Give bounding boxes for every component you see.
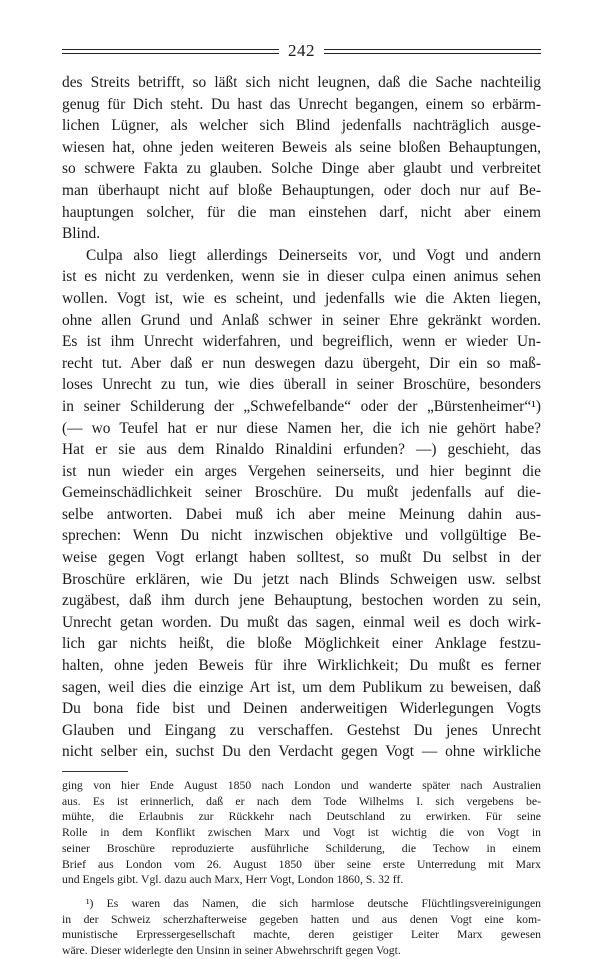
text-line: Es ist ihm Unrecht widerfahren, und begreiflich, wenn er wieder Un- — [62, 333, 541, 351]
document-page — [62, 38, 541, 959]
text-line: Blind. — [62, 225, 101, 243]
text-line: hauptungen solcher, für die man einstehen darf, nicht aber einem — [62, 203, 541, 221]
text-line: Hat er sie aus dem Rinaldo Rinaldini erfunden? —) geschieht, das — [62, 441, 541, 459]
text-line: Unrecht getan worden. Du mußt das sagen, einmal weil es doch wirk- — [62, 613, 541, 631]
footnote-line: wäre. Dieser widerlegte den Unsinn in seiner Abwehrschrift gegen Vogt. — [62, 944, 401, 958]
text-line: sprechen: Wenn Du nicht inzwischen objektive und vollgültige Be- — [62, 527, 541, 545]
text-line: Broschüre erklären, wie Du jetzt nach Blinds Schweigen usw. selbst — [62, 570, 541, 588]
page-number: 242 — [288, 41, 315, 60]
footnote-line: ¹) Es waren das Namen, die sich harmlose deutsche Flüchtlingsvereinigungen — [86, 896, 541, 910]
text-line: Du bona fide bist und Deinen anderweitigen Widerlegungen Vogts — [62, 700, 541, 718]
text-line: lich gar nichts heißt, die bloße Möglichkeit einer Anklage festzu- — [62, 635, 541, 653]
header-rule-right — [324, 49, 541, 54]
text-line: sagen, weil dies die einzige Art ist, um dem Publikum zu beweisen, daß — [62, 678, 541, 696]
text-line: Glauben und Eingang zu verschaffen. Gestehst Du jenes Unrecht — [62, 721, 541, 739]
text-line: wollen. Vogt ist, wie es scheint, und jedenfalls wie die Akten liegen, — [62, 289, 541, 307]
footnote-gap — [62, 888, 541, 896]
text-line: Gemeinschädlichkeit seiner Broschüre. Du mußt jedenfalls auf die- — [62, 484, 541, 502]
footnote-line: seiner Broschüre reproduzierte ausführliche Schilderung, die Techow in einem — [62, 841, 541, 855]
footnote-line: mühte, die Erlaubnis zur Rückkehr nach Deutschland zu erwirken. Für seine — [62, 810, 541, 824]
text-line: loses Unrecht zu tun, wie dies überall in seiner Broschüre, besonders — [62, 376, 541, 394]
footnote-line: Brief aus London vom 26. August 1850 über seine erste Unterredung mit Marx — [62, 857, 541, 871]
text-line: (— wo Teufel hat er nur diese Namen her, die ich nie gehört habe? — [62, 419, 541, 437]
text-line: des Streits betrifft, so läßt sich nicht leugnen, daß die Sache nachteilig — [62, 74, 541, 91]
text-line: so schwere Fakta zu glauben. Solche Dinge aber glaubt und verbreitet — [62, 160, 541, 178]
footnotes — [62, 778, 541, 959]
footnote-line: und Engels gibt. Vgl. dazu auch Marx, Herr Vogt, London 1860, S. 32 ff. — [62, 873, 404, 887]
text-line: lichen Lügner, als welcher sich Blind jedenfalls nachträglich ausge- — [62, 117, 541, 135]
page-header — [62, 38, 541, 64]
text-line: man überhaupt nicht auf bloße Behauptungen, oder doch nur auf Be- — [62, 181, 541, 199]
footnote-line: ging von hier Ende August 1850 nach London und wanderte später nach Australien — [62, 779, 541, 792]
text-line: zugäbest, daß ihm durch jene Behauptung, bestochen worden zu sein, — [62, 592, 541, 610]
text-line: wiesen hat, ohne jeden weiteren Beweis als seine bloßen Behauptungen, — [62, 138, 541, 156]
main-text — [62, 72, 541, 763]
footnote-line: Rolle in dem Konflikt zwischen Marx und Vogt ist wichtig die von Vogt in — [62, 826, 541, 840]
text-line: Culpa also liegt allerdings Deinerseits vor, und Vogt und andern — [86, 246, 541, 264]
footnote-line: munistische Erpressergesellschaft machte, deren geistiger Leiter Marx gewesen — [62, 928, 541, 942]
footnote-line: aus. Es ist erinnerlich, daß er nach dem Tode Wilhelms I. sich vergebens be- — [62, 794, 541, 808]
text-line: ohne allen Grund und Anlaß schwer in seiner Ehre gekränkt worden. — [62, 311, 541, 329]
text-line: ist es nicht zu verdenken, wenn sie in dieser culpa einen animus sehen — [62, 268, 541, 286]
text-line: recht tut. Aber daß er nun deswegen dazu übergeht, Dir ein so maß- — [62, 354, 541, 372]
text-line: ist nun wieder ein arges Vergehen seinerseits, und hier beginnt die — [62, 462, 541, 480]
text-line: weise gegen Vogt erlangt haben solltest, so mußt Du selbst in der — [62, 549, 541, 567]
header-rule-left — [62, 49, 279, 54]
text-line: genug für Dich steht. Du hast das Unrecht begangen, einem so erbärm- — [62, 95, 541, 113]
footnote-separator — [62, 771, 128, 772]
text-line: halten, ohne jeden Beweis für ihre Wirklichkeit; Du mußt es ferner — [62, 657, 541, 675]
footnote-line: in der Schweiz scherzhafterweise gegeben hatten und aus denen Vogt eine kom- — [62, 912, 541, 926]
text-line: in seiner Schilderung der „Schwefelbande“ oder der „Bürstenheimer“¹) — [62, 397, 541, 415]
text-line: selbe antworten. Dabei muß ich aber meine Meinung dahin aus- — [62, 505, 541, 523]
text-line: nicht selber ein, suchst Du den Verdacht gegen Vogt — ohne wirkliche — [62, 743, 541, 761]
